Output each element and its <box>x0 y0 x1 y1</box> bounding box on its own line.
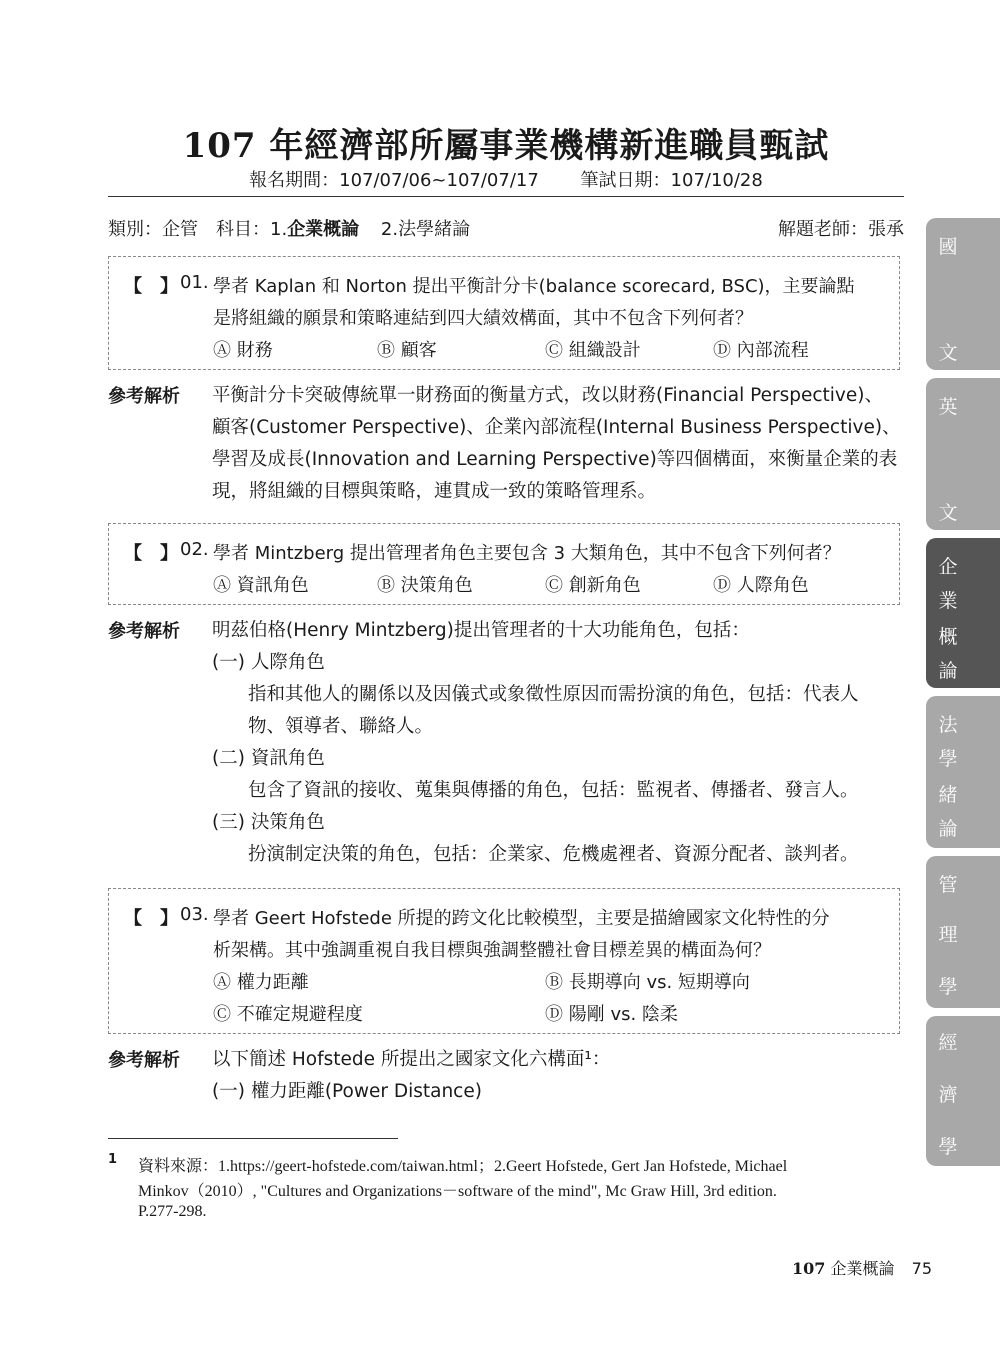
question-number: 02. <box>180 539 209 560</box>
category-subjects <box>108 215 470 241</box>
answer-bracket: 【 】 <box>124 908 178 929</box>
option-a: Ⓐ 權力距離 <box>213 972 309 993</box>
question-text: 是將組織的願景和策略連結到四大績效構面，其中不包含下列何者？ <box>213 308 753 329</box>
answer-text: 現，將組織的目標與策略，連貫成一致的策略管理系。 <box>212 481 657 502</box>
footnote-text: 資料來源：1.https://geert-hofstede.com/taiwan.html；2.Geert Hofstede, Gert Jan Hofstede, Michael <box>138 1158 788 1175</box>
question-text: 析架構。其中強調重視自我目標與強調整體社會目標差異的構面為何？ <box>213 940 771 961</box>
question-text: 學者 Kaplan 和 Norton 提出平衡計分卡(balance scorecard, BSC)，主要論點 <box>213 276 855 297</box>
answer-text: 指和其他人的關係以及因儀式或象徵性原因而需扮演的角色，包括：代表人 <box>248 684 859 705</box>
tab-char: 緒 <box>938 784 958 806</box>
answer-subheading: (二) 資訊角色 <box>212 748 325 769</box>
answer-label: 參考解析 <box>108 386 180 407</box>
tab-char: 論 <box>938 818 958 840</box>
option-b: Ⓑ 決策角色 <box>377 575 473 596</box>
side-tab-law[interactable] <box>926 696 1000 848</box>
answer-text: 顧客(Customer Perspective)、企業內部流程(Internal Business Perspective)、 <box>212 417 901 438</box>
title-divider <box>108 196 904 197</box>
exam-date: 筆試日期：107/10/28 <box>580 170 763 191</box>
side-tab-management[interactable] <box>926 856 1000 1008</box>
tab-char: 企 <box>938 556 958 578</box>
page-number: 75 <box>911 1259 932 1278</box>
footer-course-name: 企業概論 <box>830 1259 895 1278</box>
option-c: Ⓒ 組織設計 <box>545 340 641 361</box>
option-d: Ⓓ 內部流程 <box>713 340 809 361</box>
answer-text: 包含了資訊的接收、蒐集與傳播的角色，包括：監視者、傳播者、發言人。 <box>248 780 859 801</box>
footnote-text: P.277-298. <box>138 1203 207 1220</box>
tab-char: 論 <box>938 660 958 682</box>
side-tab-chinese[interactable] <box>926 218 1000 370</box>
question-text: 學者 Geert Hofstede 所提的跨文化比較模型，主要是描繪國家文化特性的分 <box>213 908 830 929</box>
side-tab-business[interactable] <box>926 538 1000 688</box>
tab-char: 英 <box>938 396 958 418</box>
option-c: Ⓒ 不確定規避程度 <box>213 1004 363 1025</box>
option-b: Ⓑ 長期導向 vs. 短期導向 <box>545 972 750 993</box>
question-number: 03. <box>180 904 209 925</box>
tab-char: 法 <box>938 714 958 736</box>
tab-char: 學 <box>938 976 958 998</box>
exam-dates <box>108 166 904 192</box>
teacher: 解題老師：張承 <box>778 219 904 240</box>
page-footer <box>792 1256 932 1279</box>
answer-subheading: (三) 決策角色 <box>212 812 325 833</box>
answer-label: 參考解析 <box>108 1050 180 1071</box>
answer-subheading: (一) 人際角色 <box>212 652 325 673</box>
answer-label: 參考解析 <box>108 621 180 642</box>
answer-text: 物、領導者、聯絡人。 <box>248 716 434 737</box>
tab-char: 文 <box>938 502 958 524</box>
option-a: Ⓐ 資訊角色 <box>213 575 309 596</box>
answer-bracket: 【 】 <box>124 543 178 564</box>
tab-char: 文 <box>938 342 958 364</box>
answer-text: 扮演制定決策的角色，包括：企業家、危機處裡者、資源分配者、談判者。 <box>248 844 859 865</box>
question-number: 01. <box>180 272 209 293</box>
answer-text: 以下簡述 Hofstede 所提出之國家文化六構面¹： <box>212 1049 611 1070</box>
tab-char: 概 <box>938 626 958 648</box>
subject-1: 企業概論 <box>287 219 360 240</box>
answer-bracket: 【 】 <box>124 276 178 297</box>
registration-period: 報名期間：107/07/06~107/07/17 <box>249 170 539 191</box>
subject-2: 2.法學緒論 <box>380 219 471 240</box>
side-tab-economics[interactable] <box>926 1016 1000 1166</box>
tab-char: 濟 <box>938 1084 958 1106</box>
answer-text: 平衡計分卡突破傳統單一財務面的衡量方式，改以財務(Financial Perspective)、 <box>212 385 883 406</box>
tab-char: 經 <box>938 1032 958 1054</box>
footnote-text: Minkov（2010）, "Cultures and Organizations－software of the mind", Mc Graw Hill, 3rd edition. <box>138 1183 777 1200</box>
tab-char: 理 <box>938 924 958 946</box>
side-tab-english[interactable] <box>926 378 1000 530</box>
exam-meta <box>108 215 904 241</box>
footer-course-number: 107 <box>792 1259 826 1278</box>
answer-text: 明茲伯格(Henry Mintzberg)提出管理者的十大功能角色，包括： <box>212 620 750 641</box>
page-title: 107 年經濟部所屬事業機構新進職員甄試 <box>182 126 830 166</box>
answer-subheading: (一) 權力距離(Power Distance) <box>212 1081 482 1102</box>
tab-char: 學 <box>938 748 958 770</box>
tab-char: 管 <box>938 874 958 896</box>
option-c: Ⓒ 創新角色 <box>545 575 641 596</box>
category-prefix: 類別：企管 科目：1. <box>108 219 288 240</box>
option-d: Ⓓ 陽剛 vs. 陰柔 <box>545 1004 678 1025</box>
tab-char: 學 <box>938 1136 958 1158</box>
answer-text: 學習及成長(Innovation and Learning Perspective)等四個構面，來衡量企業的表 <box>212 449 898 470</box>
tab-char: 國 <box>938 236 958 258</box>
option-b: Ⓑ 顧客 <box>377 340 437 361</box>
option-a: Ⓐ 財務 <box>213 340 273 361</box>
tab-char: 業 <box>938 590 958 612</box>
footnote-divider <box>108 1138 398 1139</box>
footnote-mark: 1 <box>108 1152 118 1167</box>
question-text: 學者 Mintzberg 提出管理者角色主要包含 3 大類角色，其中不包含下列何者？ <box>213 543 841 564</box>
option-d: Ⓓ 人際角色 <box>713 575 809 596</box>
